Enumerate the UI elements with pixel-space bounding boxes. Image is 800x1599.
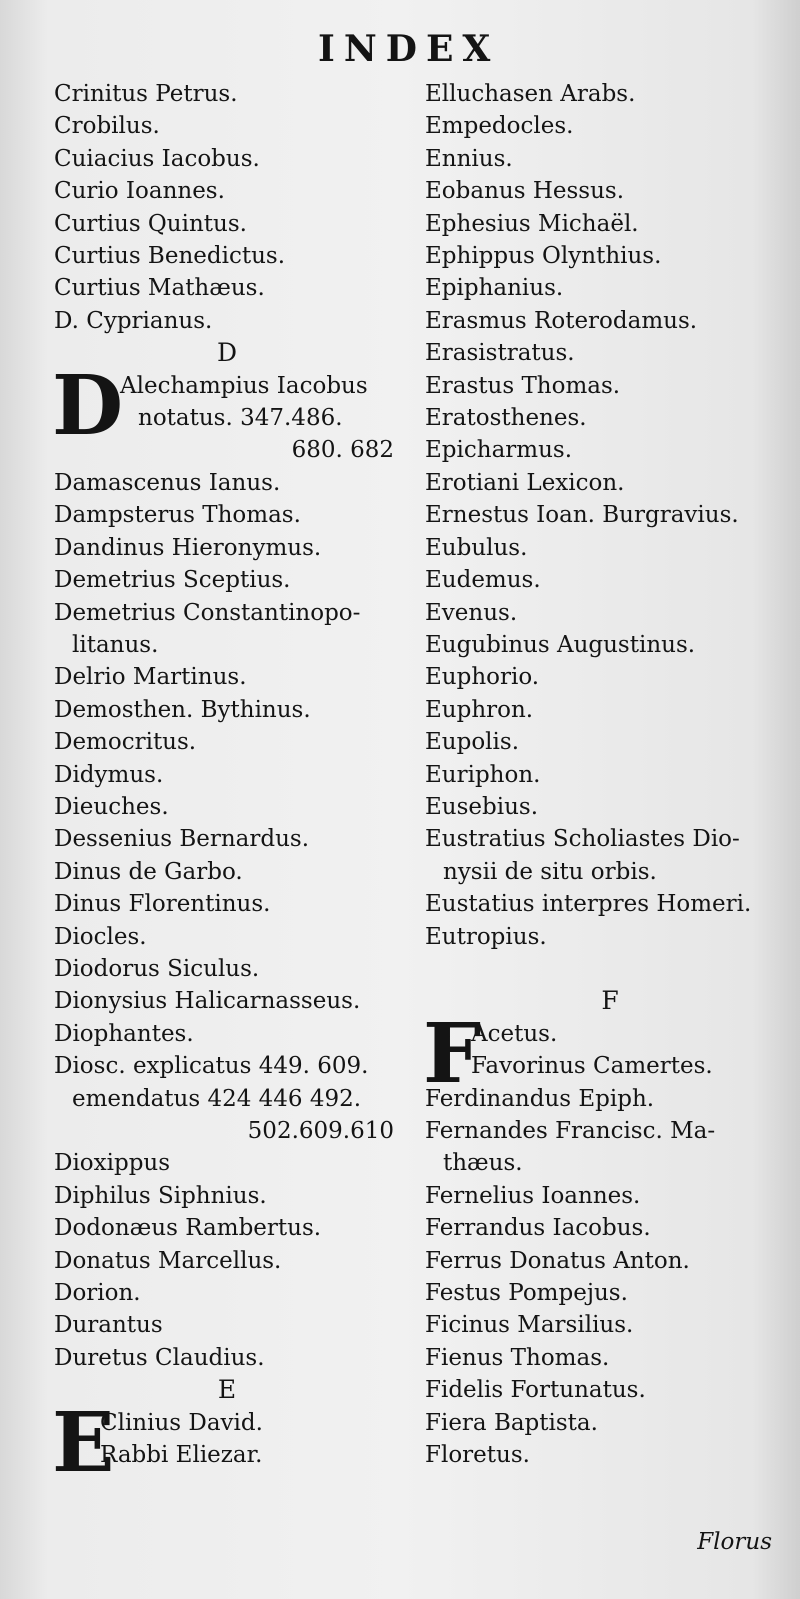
index-entry: Dorion. [54,1280,141,1307]
index-entry: Didymus. [54,761,164,788]
index-entry: Dionysius Halicarnasseus. [54,988,361,1015]
index-entry: Durantus [54,1312,163,1339]
index-entry: Eubulus. [425,534,528,561]
index-entry: Ferdinandus Epiph. [425,1085,655,1112]
dropcap-letter: E [52,1394,115,1491]
dropcap-block-e [52,1394,400,1491]
index-entry: nysii de situ orbis. [443,858,657,885]
index-entry: Crobilus. [54,113,160,140]
index-entry: Alechampius Iacobus [120,372,368,399]
page-references: 680. 682 [291,437,394,464]
index-entry: Delrio Martinus. [54,664,247,691]
entry-list-d [54,467,400,1374]
index-entry: Donatus Marcellus. [54,1247,282,1274]
index-entry: Diphilus Siphnius. [54,1182,267,1209]
index-entry: Diosc. explicatus 449. 609. [54,1053,369,1080]
index-entry: Damascenus Ianus. [54,469,281,496]
index-entry: Eudemus. [425,567,541,594]
index-entry: Eratosthenes. [425,405,587,432]
index-entry: Acetus. [471,1020,558,1047]
index-entry: Fidelis Fortunatus. [425,1377,646,1404]
index-entry: Rabbi Eliezar. [100,1442,263,1469]
index-entry: Dinus Florentinus. [54,891,271,918]
index-entry: Fiera Baptista. [425,1409,598,1436]
index-entry: Fernandes Francisc. Ma- [425,1118,716,1144]
index-entry: Dandinus Hieronymus. [54,534,322,561]
index-entry: Dieuches. [54,793,169,820]
index-entry: Ennius. [425,145,513,172]
entry-list-e [425,78,795,953]
right-column [425,78,795,1471]
index-entry: emendatus 424 446 492. [72,1085,362,1112]
index-entry: Democritus. [54,729,197,756]
index-entry: Cuiacius Iacobus. [54,145,260,172]
index-entry: Eobanus Hessus. [425,178,625,205]
index-entry: Euphorio. [425,664,540,691]
index-entry: Ferrus Donatus Anton. [425,1247,690,1274]
index-entry: Eutropius. [425,923,547,950]
section-heading-f: F [601,986,619,1016]
page-references: 502.609.610 [247,1118,394,1144]
index-entry: Dioxippus [54,1150,171,1177]
index-entry: Curtius Quintus. [54,210,247,237]
index-entry: Floretus. [425,1442,530,1469]
index-entry: Fernelius Ioannes. [425,1182,641,1209]
index-entry: Dinus de Garbo. [54,858,243,885]
index-entry: Ernestus Ioan. Burgravius. [425,502,739,529]
index-entry: Erasistratus. [425,340,575,367]
left-column [52,78,400,1491]
index-entry: Curtius Mathæus. [54,275,265,302]
index-entry: Eustatius interpres Homeri. [425,891,752,918]
index-entry: Festus Pompejus. [425,1280,628,1307]
index-entry: D. Cyprianus. [54,307,213,334]
dropcap-letter: F [423,1005,482,1102]
index-entry: Crinitus Petrus. [54,81,238,107]
index-entry: Euphron. [425,696,534,723]
index-entry: Dodonæus Rambertus. [54,1215,322,1242]
index-entry: Curio Ioannes. [54,178,225,205]
index-entry: Epiphanius. [425,275,564,302]
index-entry: Dampsterus Thomas. [54,502,301,529]
index-entry: Erasmus Roterodamus. [425,307,698,334]
section-heading-d: D [216,338,238,368]
index-entry: Evenus. [425,599,518,626]
entry-list-f [425,1083,795,1472]
index-entry: Favorinus Camertes. [471,1053,713,1080]
index-entry: Duretus Claudius. [54,1344,265,1371]
entry-list-top [54,78,400,337]
index-entry: Clinius David. [100,1409,263,1436]
index-entry: Demetrius Constantinopo- [54,599,361,626]
index-entry: Dessenius Bernardus. [54,826,310,853]
index-entry: Eugubinus Augustinus. [425,631,696,658]
index-entry: Epicharmus. [425,437,573,464]
index-entry: Ephesius Michaël. [425,210,639,237]
index-entry: Ferrandus Iacobus. [425,1215,651,1242]
catchword: Florus [697,1529,772,1555]
index-entry: Eustratius Scholiastes Dio- [425,826,740,853]
index-entry: Euriphon. [425,761,541,788]
index-entry: notatus. 347.486. [138,405,343,432]
section-heading-e: E [217,1375,237,1405]
dropcap-block-d [52,357,400,467]
page-title: INDEX [318,28,500,70]
index-entry: Eupolis. [425,729,519,756]
dropcap-letter: D [52,357,124,454]
index-entry: Diodorus Siculus. [54,955,260,982]
index-entry: Diocles. [54,923,147,950]
index-entry: Fienus Thomas. [425,1344,610,1371]
index-entry: Ephippus Olynthius. [425,243,662,270]
index-entry: Ficinus Marsilius. [425,1312,634,1339]
index-entry: Eusebius. [425,793,539,820]
index-entry: Empedocles. [425,113,574,140]
index-entry: Curtius Benedictus. [54,243,285,270]
index-entry: Erotiani Lexicon. [425,469,625,496]
index-entry: litanus. [72,631,159,658]
index-entry: Diophantes. [54,1020,194,1047]
index-entry: Demetrius Sceptius. [54,567,291,594]
index-entry: Erastus Thomas. [425,372,621,399]
index-entry: thæus. [443,1150,523,1177]
index-entry: Demosthen. Bythinus. [54,696,311,723]
index-entry: Elluchasen Arabs. [425,81,636,107]
